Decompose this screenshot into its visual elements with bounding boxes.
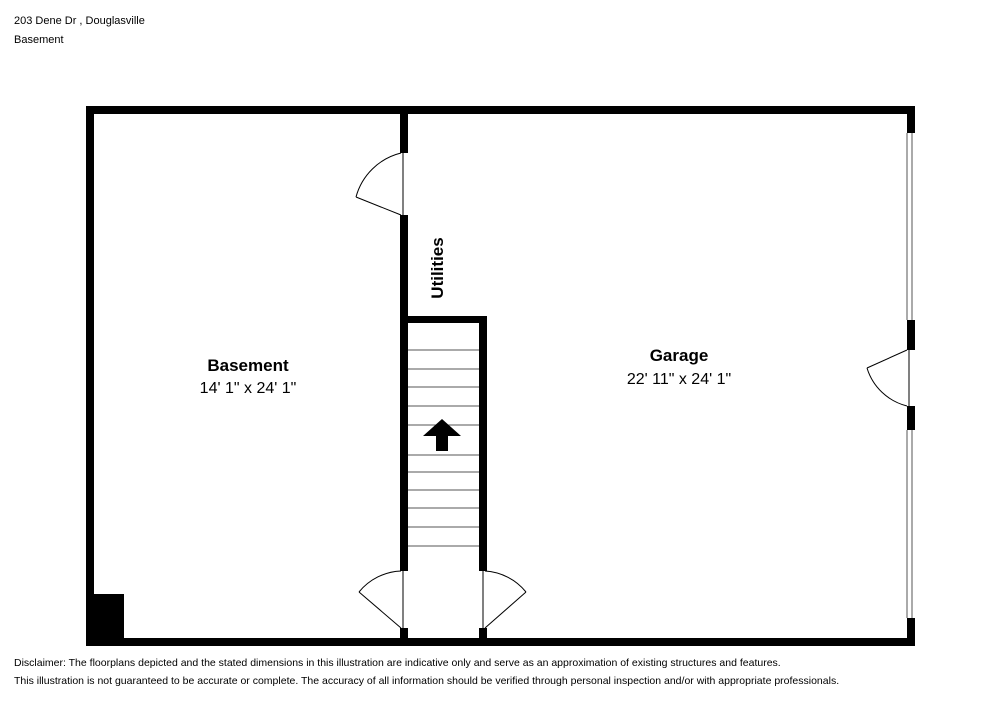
- right-wall-top: [907, 106, 915, 133]
- door-basement-utilities[interactable]: [356, 153, 403, 215]
- address-header: 203 Dene Dr , Douglasville: [14, 15, 145, 27]
- disclaimer-line-2: This illustration is not guaranteed to be accurate or complete. The accuracy of all information should be verified through personal inspection and/or with appropriate professionals.: [14, 675, 840, 687]
- stair-top-wall: [400, 316, 487, 323]
- interior-wall-middle: [400, 215, 408, 571]
- right-wall-mid-lower: [907, 406, 915, 430]
- room-dimensions-garage: 22' 11" x 24' 1": [626, 371, 732, 388]
- top-wall: [86, 106, 915, 114]
- stair-right-wall: [479, 316, 487, 571]
- door-basement-stairs[interactable]: [359, 571, 403, 628]
- room-name-utilities: Utilities: [428, 237, 447, 299]
- room-name-garage: Garage: [649, 346, 709, 365]
- stair-up-arrow-icon: [423, 419, 461, 451]
- interior-walls: [400, 106, 487, 646]
- right-wall-bottom: [907, 618, 915, 646]
- exterior-walls: [86, 106, 915, 646]
- right-wall-mid-upper: [907, 320, 915, 350]
- stair-right-wall-bottom: [479, 628, 487, 646]
- left-wall: [86, 106, 94, 646]
- room-name-basement: Basement: [207, 356, 289, 375]
- chimney-block: [94, 594, 124, 638]
- floor-label: Basement: [14, 34, 64, 46]
- interior-wall-bottom: [400, 628, 408, 646]
- door-garage-exterior[interactable]: [867, 350, 909, 406]
- interior-wall-top: [400, 106, 408, 153]
- disclaimer-line-1: Disclaimer: The floorplans depicted and the stated dimensions in this illustration are indicative only and serve as an approximation of existing structures and features.: [14, 657, 781, 669]
- door-garage-stairs[interactable]: [483, 571, 526, 628]
- bottom-wall: [86, 638, 915, 646]
- room-dimensions-basement: 14' 1" x 24' 1": [199, 380, 297, 397]
